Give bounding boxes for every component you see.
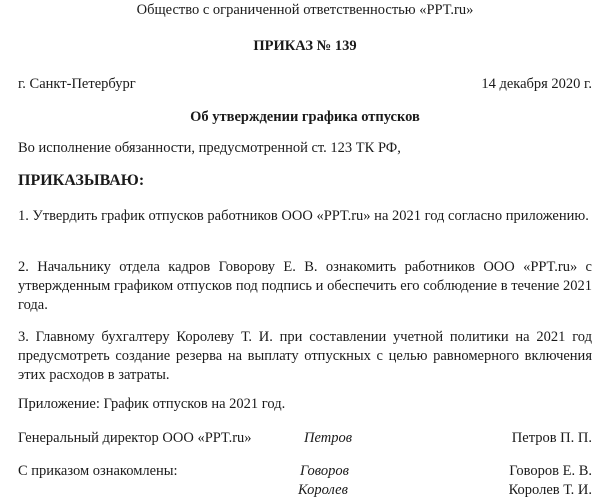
name-govorov: Говоров Е. В. (509, 463, 592, 479)
director-signature: Петров (304, 430, 352, 446)
organization-name: Общество с ограниченной ответственностью «PPT.ru» (136, 2, 474, 18)
city: г. Санкт-Петербург (18, 76, 136, 92)
signature-govorov: Говоров (300, 463, 349, 479)
order-item-1: 1. Утвердить график отпусков работников ООО «PPT.ru» на 2021 год согласно приложению. (18, 208, 589, 224)
attachment: Приложение: График отпусков на 2021 год. (18, 396, 286, 412)
order-item-3: 3. Главному бухгалтеру Королеву Т. И. при составлении учетной политики на 2021 год предусмотреть создание резерва на выплату отпускных с целью равномерного включения этих расходов в затраты. (18, 329, 592, 383)
acknowledged-label: С приказом ознакомлены: (18, 463, 178, 479)
order-word: ПРИКАЗЫВАЮ: (18, 172, 145, 189)
director-position: Генеральный директор ООО «PPT.ru» (18, 430, 252, 446)
name-korolev: Королев Т. И. (508, 482, 592, 498)
preamble: Во исполнение обязанности, предусмотренной ст. 123 ТК РФ, (18, 140, 401, 156)
order-date: 14 декабря 2020 г. (481, 76, 592, 92)
order-title: ПРИКАЗ № 139 (253, 38, 357, 54)
director-name: Петров П. П. (511, 430, 592, 446)
order-subject: Об утверждении графика отпусков (190, 109, 420, 125)
signature-korolev: Королев (298, 482, 348, 498)
order-item-2: 2. Начальнику отдела кадров Говорову Е. В. ознакомить работников ООО «PPT.ru» с утвержденным графиком отпусков под подпись и обеспечить его соблюдение в течение 2021 года. (18, 259, 592, 313)
